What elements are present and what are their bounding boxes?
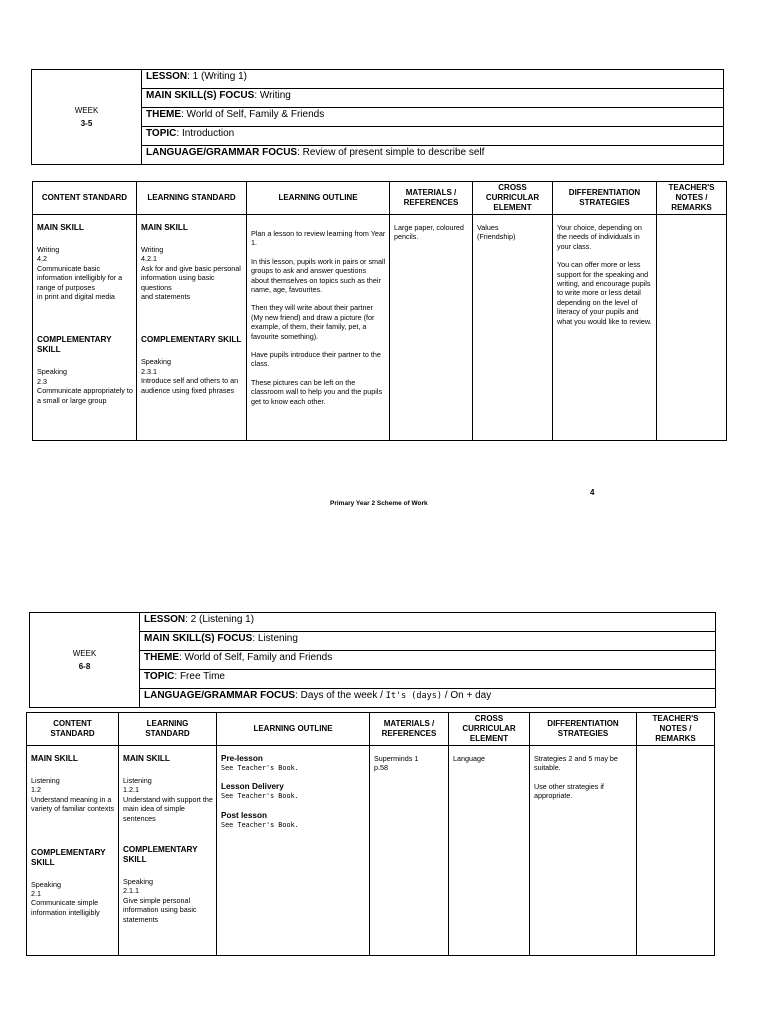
footer-title: Primary Year 2 Scheme of Work [330, 500, 428, 507]
col-teachers-notes: TEACHER'S NOTES / REMARKS [657, 182, 727, 215]
page-number: 4 [590, 488, 595, 497]
grammar-line: LANGUAGE/GRAMMAR FOCUS: Review of present simple to describe self [142, 146, 724, 165]
lesson-line: LESSON: 2 (Listening 1) [140, 613, 716, 632]
learning-outline-cell [247, 215, 390, 441]
materials-cell [390, 215, 473, 441]
differentiation-cell [530, 746, 637, 956]
materials-cell [370, 746, 449, 956]
col-cross-curricular: CROSS CURRICULAR ELEMENT [473, 182, 553, 215]
differentiation-paragraph: You can offer more or less support for the speaking and writing, and encourage pupils to write more or less detail depending on the level of literacy of your pupils and what you would like to review. [557, 260, 652, 326]
main-skill-detail: Listening 1.2 Understand meaning in a variety of familiar contexts [31, 776, 115, 814]
col-learning-outline: LEARNING OUTLINE [247, 182, 390, 215]
outline-paragraph: Then they will write about their partner (My new friend) and draw a picture (for example, of them, their family, pet, a favourite something). [251, 303, 375, 341]
complementary-skill-detail: Speaking 2.1 Communicate simple information intelligibly [31, 879, 100, 917]
topic-line: TOPIC: Introduction [142, 127, 724, 146]
lesson-delivery-text: See Teacher's Book. [221, 792, 299, 801]
col-learning-standard: LEARNING STANDARD [137, 182, 247, 215]
differentiation-paragraph: Strategies 2 and 5 may be suitable. [534, 754, 618, 773]
main-skill-detail: Listening 1.2.1 Understand with support the main idea of simple sentences [123, 776, 213, 823]
pre-lesson-title: Pre-lesson [221, 754, 263, 763]
grammar-line: LANGUAGE/GRAMMAR FOCUS: Days of the week / It's (days) / On + day [140, 689, 716, 708]
complementary-skill-detail: Speaking 2.3.1 Introduce self and others to an audience using fixed phrases [141, 357, 239, 395]
complementary-skill-heading: COMPLEMENTARY SKILL [31, 847, 106, 867]
main-skill-heading: MAIN SKILL [31, 754, 78, 763]
main-skill-line: MAIN SKILL(S) FOCUS: Writing [142, 89, 724, 108]
main-skill-heading: MAIN SKILL [141, 223, 188, 232]
week-cell [30, 613, 140, 708]
col-content-standard: CONTENT STANDARD [27, 713, 119, 746]
post-lesson-title: Post lesson [221, 810, 267, 820]
differentiation-paragraph: Use other strategies if appropriate. [534, 781, 604, 801]
outline-paragraph: Plan a lesson to review learning from Year 1. [251, 229, 386, 248]
cross-curricular-cell [449, 746, 530, 956]
pre-lesson-text: See Teacher's Book. [221, 764, 299, 772]
learning-outline-cell [217, 746, 370, 956]
complementary-skill-heading: COMPLEMENTARY SKILL [123, 845, 198, 865]
complementary-skill-detail: Speaking 2.3 Communicate appropriately to a small or large group [37, 367, 133, 405]
outline-paragraph: Have pupils introduce their partner to the class. [251, 350, 381, 369]
col-differentiation: DIFFERENTIATION STRATEGIES [553, 182, 657, 215]
col-materials: MATERIALS / REFERENCES [370, 713, 449, 746]
complementary-skill-heading: COMPLEMENTARY SKILL [37, 335, 112, 355]
differentiation-cell [553, 215, 657, 441]
col-teachers-notes: TEACHER'S NOTES / REMARKS [637, 713, 715, 746]
cross-curricular-cell [473, 215, 553, 441]
main-skill-detail: Writing 4.2.1 Ask for and give basic personal information using basic questions and statements [141, 245, 241, 302]
theme-line: THEME: World of Self, Family and Friends [140, 651, 716, 670]
col-cross-curricular: CROSS CURRICULAR ELEMENT [449, 713, 530, 746]
week-cell [32, 70, 142, 165]
week-number: 6-8 [78, 662, 91, 671]
week-label: WEEK [74, 106, 99, 115]
col-content-standard: CONTENT STANDARD [33, 182, 137, 215]
col-learning-standard: LEARNING STANDARD [119, 713, 217, 746]
outline-paragraph: In this lesson, pupils work in pairs or small groups to ask and answer questions about themselves on topics such as their name, age, favourites. [251, 256, 386, 295]
lesson2-table [26, 712, 715, 956]
main-skill-heading: MAIN SKILL [123, 754, 170, 763]
cross-curricular-text: Values (Friendship) [477, 223, 516, 242]
topic-line: TOPIC: Free Time [140, 670, 716, 689]
lesson2-header [29, 612, 716, 708]
complementary-skill-detail: Speaking 2.1.1 Give simple personal information using basic statements [123, 877, 197, 924]
week-label: WEEK [72, 649, 97, 658]
outline-paragraph: These pictures can be left on the classroom wall to help you and the pupils get to know each other. [251, 377, 383, 406]
col-materials: MATERIALS / REFERENCES [390, 182, 473, 215]
learning-standard-cell [119, 746, 217, 956]
lesson1-header [31, 69, 724, 165]
main-skill-heading: MAIN SKILL [37, 223, 84, 232]
materials-text: Large paper, coloured pencils. [394, 223, 464, 242]
week-number: 3-5 [80, 119, 93, 128]
theme-line: THEME: World of Self, Family & Friends [142, 108, 724, 127]
col-differentiation: DIFFERENTIATION STRATEGIES [530, 713, 637, 746]
content-standard-cell [33, 215, 137, 441]
lesson1-table [32, 181, 727, 441]
learning-standard-cell [137, 215, 247, 441]
main-skill-detail: Writing 4.2 Communicate basic information intelligibly for a range of purposes in print and digital media [37, 245, 123, 302]
teachers-notes-cell [637, 746, 715, 956]
main-skill-line: MAIN SKILL(S) FOCUS: Listening [140, 632, 716, 651]
col-learning-outline: LEARNING OUTLINE [217, 713, 370, 746]
complementary-skill-heading: COMPLEMENTARY SKILL [141, 335, 242, 345]
content-standard-cell [27, 746, 119, 956]
lesson-line: LESSON: 1 (Writing 1) [142, 70, 724, 89]
post-lesson-text: See Teacher's Book. [221, 820, 299, 829]
cross-curricular-text: Language [453, 754, 485, 763]
lesson-delivery-title: Lesson Delivery [221, 782, 284, 792]
teachers-notes-cell [657, 215, 727, 441]
materials-text: Superminds 1 p.58 [374, 754, 419, 773]
differentiation-paragraph: Your choice, depending on the needs of individuals in your class. [557, 223, 642, 251]
